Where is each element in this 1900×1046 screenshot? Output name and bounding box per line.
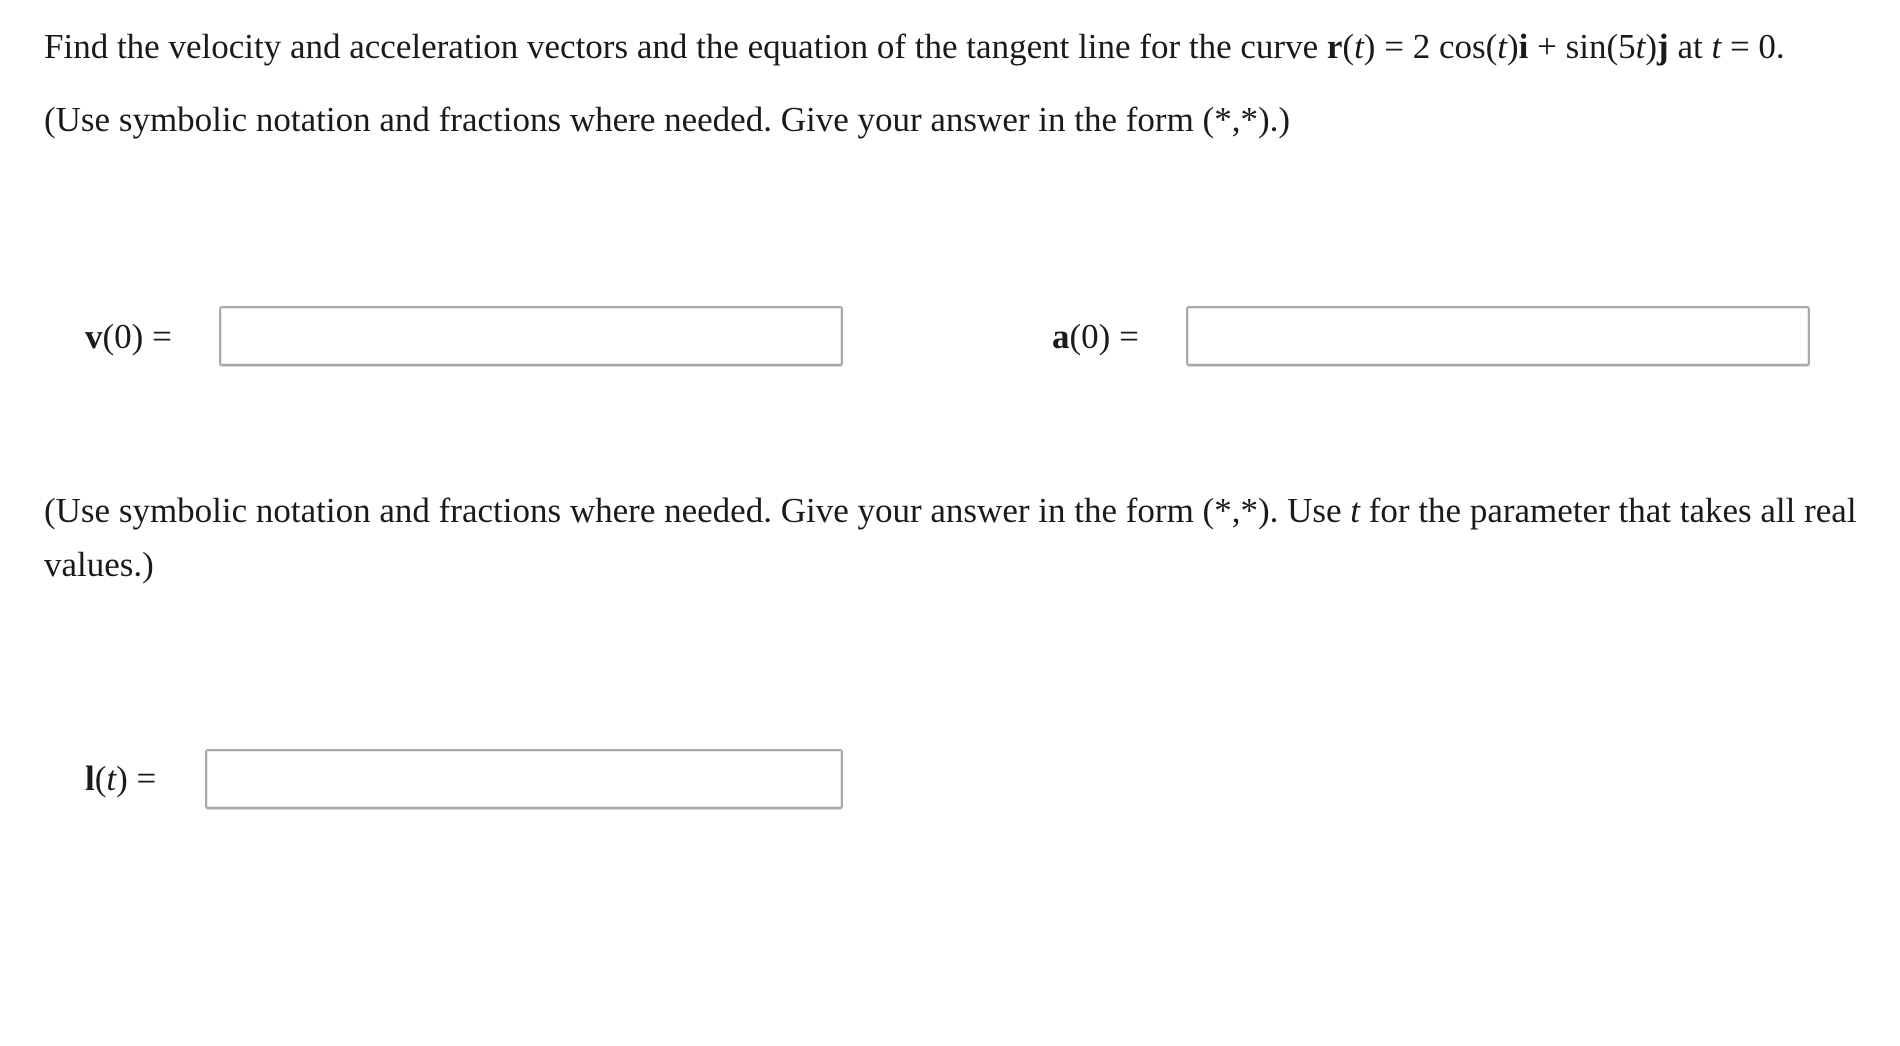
r-vector-symbol: r bbox=[1326, 27, 1343, 66]
tangent-arg-open: ( bbox=[94, 759, 107, 798]
equals-two-cos: = 2 cos( bbox=[1375, 27, 1498, 66]
cos-close: ) bbox=[1507, 27, 1519, 66]
at-value: = 0. bbox=[1721, 27, 1785, 66]
r-arg-open: ( bbox=[1342, 27, 1355, 66]
instructions-second-variable: t bbox=[1350, 491, 1361, 530]
problem-statement bbox=[44, 20, 1785, 74]
instructions-second-part2: for the parameter that takes all real values.) bbox=[44, 491, 1857, 584]
velocity-arg: (0) bbox=[102, 317, 144, 356]
tangent-line-symbol: l bbox=[85, 759, 95, 798]
tangent-equals: = bbox=[127, 759, 157, 798]
at-variable: t bbox=[1711, 27, 1722, 66]
tangent-arg-variable: t bbox=[106, 759, 117, 798]
instructions-first: (Use symbolic notation and fractions where needed. Give your answer in the form (*,*).) bbox=[44, 100, 1291, 139]
statement-text: Find the velocity and acceleration vectors and the equation of the tangent line for the curve bbox=[44, 27, 1327, 66]
sin-close: ) bbox=[1645, 27, 1658, 66]
sin-variable: t bbox=[1635, 27, 1646, 66]
plus-sin: + sin(5 bbox=[1528, 27, 1636, 66]
tangent-arg-close: ) bbox=[116, 759, 128, 798]
velocity-answer-input[interactable] bbox=[219, 306, 843, 366]
i-unit-vector: i bbox=[1518, 27, 1529, 66]
acceleration-arg: (0) bbox=[1069, 317, 1111, 356]
r-arg-close: ) bbox=[1363, 27, 1376, 66]
at-text: at bbox=[1668, 27, 1712, 66]
tangent-line-answer-input[interactable] bbox=[205, 749, 843, 809]
acceleration-label bbox=[1052, 317, 1139, 357]
velocity-label bbox=[85, 317, 172, 357]
velocity-equals: = bbox=[143, 317, 172, 356]
instructions-second-part1: (Use symbolic notation and fractions where needed. Give your answer in the form (*,*). Use bbox=[44, 491, 1351, 530]
acceleration-answer-input[interactable] bbox=[1186, 306, 1810, 366]
acceleration-symbol: a bbox=[1052, 317, 1070, 356]
velocity-symbol: v bbox=[85, 317, 103, 356]
tangent-line-label bbox=[85, 759, 156, 799]
instructions-second bbox=[44, 484, 1864, 592]
j-unit-vector: j bbox=[1657, 27, 1669, 66]
cos-variable: t bbox=[1497, 27, 1507, 66]
acceleration-equals: = bbox=[1110, 317, 1139, 356]
r-arg-variable: t bbox=[1354, 27, 1364, 66]
